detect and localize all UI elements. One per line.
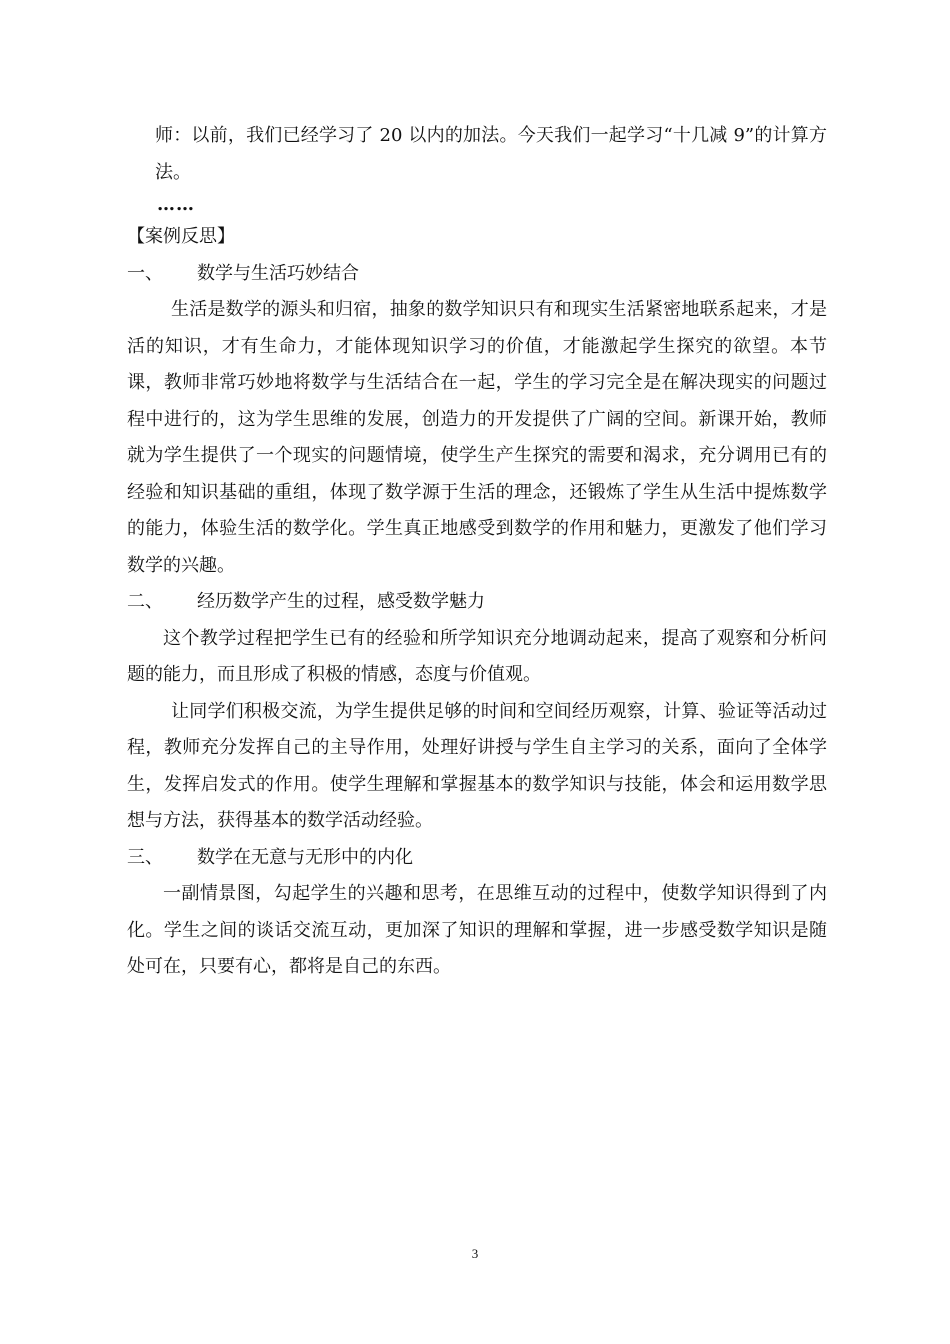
page-number: 3	[471, 1246, 479, 1261]
section-2-paragraph-2: 让同学们积极交流，为学生提供足够的时间和空间经历观察，计算、验证等活动过程，教师充分发挥自己的主导作用，处理好讲授与学生自主学习的关系，面向了全体学生，发挥启发式的作用。使学生理解和掌握基本的数学知识与技能，体会和运用数学思想与方法，获得基本的数学活动经验。	[127, 700, 827, 831]
section-number-1: 一、	[127, 262, 163, 284]
ellipsis-marker: ……	[157, 194, 195, 215]
reflection-title: 【案例反思】	[127, 226, 235, 247]
section-heading-1	[127, 256, 827, 293]
section-2-paragraph-1: 这个教学过程把学生已有的经验和所学知识充分地调动起来，提高了观察和分析问题的能力，而且形成了积极的情感，态度与价值观。	[127, 627, 827, 685]
teacher-dialogue-line: 师：以前，我们已经学习了 20 以内的加法。今天我们一起学习“十几减 9”的计算方法。	[155, 125, 827, 183]
section-1-paragraph-1: 生活是数学的源头和归宿，抽象的数学知识只有和现实生活紧密地联系起来，才是活的知识，才有生命力，才能体现知识学习的价值，才能激起学生探究的欲望。本节课，教师非常巧妙地将数学与生活结合在一起，学生的学习完全是在解决现实的问题过程中进行的，这为学生思维的发展，创造力的开发提供了广阔的空间。新课开始，教师就为学生提供了一个现实的问题情境，使学生产生探究的需要和渴求，充分调用已有的经验和知识基础的重组，体现了数学源于生活的理念，还锻炼了学生从生活中提炼数学的能力，体验生活的数学化。学生真正地感受到数学的作用和魅力，更激发了他们学习数学的兴趣。	[127, 299, 827, 576]
section-3-paragraph-1: 一副情景图，勾起学生的兴趣和思考，在思维互动的过程中，使数学知识得到了内化。学生之间的谈话交流互动，更加深了知识的理解和掌握，进一步感受数学知识是随处可在，只要有心，都将是自己的东西。	[127, 883, 827, 977]
section-heading-3	[127, 840, 827, 877]
section-number-2: 二、	[127, 591, 163, 612]
section-title-3: 数学在无意与无形中的内化	[197, 846, 413, 868]
section-title-2: 经历数学产生的过程，感受数学魅力	[197, 591, 485, 612]
section-number-3: 三、	[127, 846, 163, 868]
section-title-1: 数学与生活巧妙结合	[197, 262, 359, 284]
document-body	[127, 118, 827, 986]
section-heading-2	[127, 584, 827, 621]
